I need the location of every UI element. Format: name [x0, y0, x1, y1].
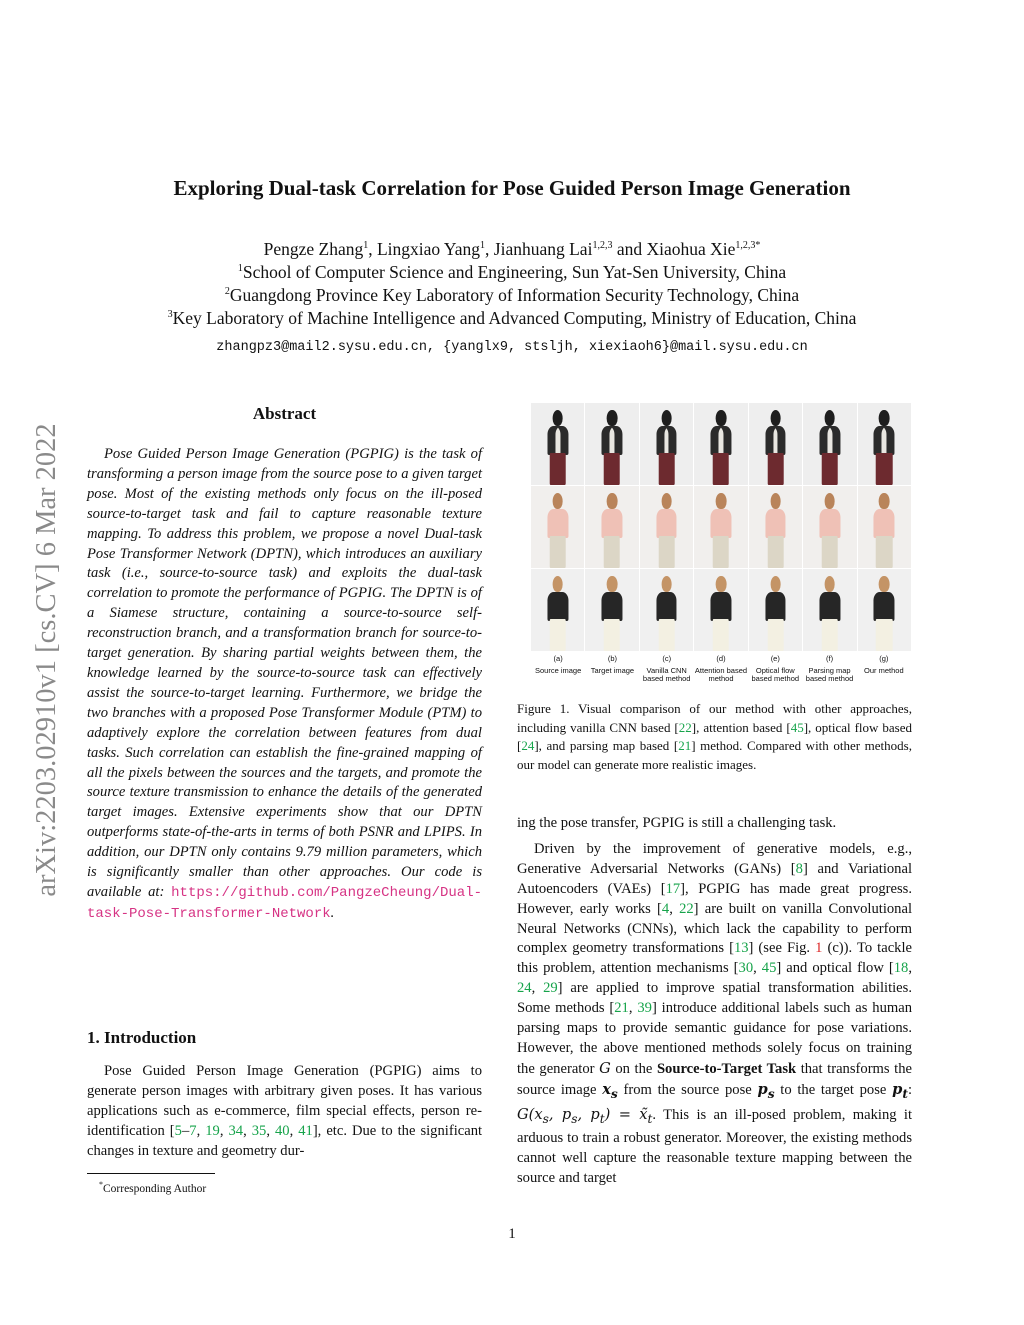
- person-legs: [876, 619, 892, 651]
- math-symbol: G(x: [517, 1105, 543, 1123]
- affiliation-2: [0, 284, 1024, 307]
- math-subscript: t: [599, 1111, 605, 1126]
- caption-text: ], and parsing map based [: [534, 738, 679, 753]
- figure-column-label: [802, 655, 856, 684]
- figure-label-letter: (d): [716, 654, 726, 663]
- footnote-divider: [87, 1173, 215, 1174]
- figure-thumbnail: [694, 486, 747, 568]
- person-torso: [656, 426, 677, 455]
- caption-text: ], attention based [: [691, 719, 791, 735]
- intro-text: ,: [289, 1122, 299, 1139]
- intro-text: ], etc. Due to the significant changes in texture and geometry dur-: [87, 1122, 483, 1159]
- person-silhouette: [819, 410, 841, 485]
- affiliation-text: School of Computer Science and Engineering, Sun Yat-Sen University, China: [242, 262, 787, 282]
- figure-thumbnail: [803, 486, 856, 568]
- person-legs: [604, 536, 620, 568]
- citation-link[interactable]: 39: [637, 1000, 652, 1017]
- person-head: [607, 410, 617, 427]
- citation-link[interactable]: 34: [228, 1122, 244, 1139]
- citation-link[interactable]: 8: [795, 860, 803, 877]
- person-legs: [713, 453, 729, 485]
- figure-column-label: [748, 655, 802, 684]
- figure-thumbnail: [694, 403, 747, 485]
- body-text: ] are applied to improve spatial transformation abilities. Some methods [: [517, 980, 912, 1017]
- author-name: , Jianhuang Lai: [485, 239, 593, 259]
- body-text: ] introduce additional labels such as human parsing maps to provide semantic guidance for pose variations. However, the above mentioned methods solely focus on training the generator: [517, 1000, 913, 1077]
- person-legs: [822, 453, 838, 485]
- intro-text: –: [181, 1122, 190, 1139]
- citation-link[interactable]: 35: [251, 1122, 267, 1139]
- body-text: ,: [753, 960, 762, 977]
- affiliation-text: Guangdong Province Key Laboratory of Information Security Technology, China: [229, 285, 800, 305]
- person-torso: [547, 509, 568, 538]
- figure-label-letter: (e): [770, 654, 780, 663]
- author-affiliation-mark: 1: [480, 240, 486, 252]
- person-silhouette: [873, 493, 895, 568]
- body-text: that transforms the source image: [517, 1060, 912, 1098]
- body-text: ] are built on vanilla Convolutional Neural Networks (CNNs), which lack the capability to perform complex geometry transformations [: [517, 900, 912, 957]
- person-torso: [711, 592, 732, 621]
- abstract-text: Pose Guided Person Image Generation (PGPIG) is the task of transforming a person image from the source pose to a given target pose. Most of the existing methods only focus on the ill-posed source-to-target task and fail to capture reasonable texture mapping. To address this problem, we propose a novel Dual-task Pose Transformer Network (DPTN), which introduces an auxiliary task (i.e., source-to-source task) and exploits the dual-task correlation to promote the performance of PGPIG. The DPTN is of a Siamese structure, containing a source-to-source self-reconstruction branch, and a transformation branch for source-to-target generation. By sharing partial weights between them, the knowledge learned by the source-to-source task can effectively assist the source-to-target learning. Furthermore, we bridge the two branches with a proposed Pose Transformer Module (PTM) to adaptively explore the correlation between features from dual tasks. Such correlation can establish the fine-grained mapping of all the pixels between the sources and the targets, and promote the source texture transmission to enhance the details of the generated target images. Extensive experiments show that our DPTN outperforms state-of-the-arts in terms of both PSNR and LPIPS. In addition, our DPTN only contains 9.79 million parameters, which is significantly smaller than other approaches. Our code is available at:: [87, 446, 482, 900]
- person-legs: [658, 453, 674, 485]
- person-head: [879, 410, 889, 427]
- citation-link[interactable]: 45: [790, 719, 804, 735]
- body-text: . This is an ill-posed problem, making it arduous to train a robust generator. Moreover, the existing methods cannot well capture the reasonable texture mapping between the source and target: [517, 1106, 913, 1187]
- arxiv-identifier-stamp: arXiv:2203.02910v1 [cs.CV] 6 Mar 2022: [31, 423, 62, 897]
- citation-link[interactable]: 7: [189, 1122, 197, 1139]
- math-generator: G: [599, 1059, 611, 1077]
- math-symbol: , p: [548, 1105, 572, 1123]
- person-legs: [822, 536, 838, 568]
- figure-column-label: [585, 655, 639, 684]
- person-torso: [874, 592, 895, 621]
- person-legs: [767, 536, 783, 568]
- person-head: [770, 493, 780, 510]
- math-subscript: t: [647, 1111, 653, 1126]
- person-head: [607, 576, 617, 593]
- person-silhouette: [764, 576, 786, 651]
- citation-link[interactable]: 45: [761, 960, 777, 977]
- person-torso: [820, 426, 841, 455]
- person-legs: [550, 536, 566, 568]
- citation-link[interactable]: 24: [517, 980, 532, 997]
- body-text: Driven by the improvement of generative models, e.g., Generative Adversarial Networks (GANs) [: [517, 840, 912, 877]
- caption-text: ] method. Compared with other methods, our model can generate more realistic images.: [517, 738, 912, 772]
- figure-label-text: Optical flow based method: [751, 665, 800, 683]
- section-heading-introduction: 1. Introduction: [87, 1028, 197, 1047]
- affiliation-mark: 1: [237, 263, 243, 275]
- math-subscript: s: [571, 1111, 578, 1126]
- person-legs: [822, 619, 838, 651]
- paragraph-generative-models: [517, 840, 912, 1189]
- person-torso: [656, 592, 677, 621]
- figure-label-letter: (b): [607, 654, 617, 663]
- footnote-text: Corresponding Author: [103, 1182, 207, 1195]
- intro-text: ,: [196, 1122, 206, 1139]
- citation-link[interactable]: 13: [733, 940, 749, 957]
- person-head: [825, 576, 835, 593]
- person-silhouette: [764, 410, 786, 485]
- person-legs: [876, 453, 892, 485]
- person-silhouette: [819, 493, 841, 568]
- person-silhouette: [710, 410, 732, 485]
- person-legs: [658, 536, 674, 568]
- person-silhouette: [710, 493, 732, 568]
- figure-thumbnail: [694, 569, 747, 651]
- person-silhouette: [601, 576, 623, 651]
- figure-thumbnail: [531, 486, 584, 568]
- person-torso: [602, 509, 623, 538]
- figure-reference-link[interactable]: 1: [815, 940, 823, 957]
- figure-label-letter: (c): [662, 654, 672, 663]
- figure-label-text: Our method: [864, 665, 904, 675]
- person-silhouette: [655, 576, 677, 651]
- math-subscript: t: [902, 1086, 908, 1101]
- body-text: ,: [531, 980, 544, 997]
- person-torso: [820, 509, 841, 538]
- person-torso: [602, 426, 623, 455]
- figure-label-letter: (g): [879, 654, 889, 663]
- person-torso: [874, 509, 895, 538]
- author-name: and Xiaohua Xie: [612, 239, 736, 259]
- person-silhouette: [764, 493, 786, 568]
- figure-1-column-labels: [531, 655, 911, 684]
- affiliation-mark: 3: [167, 309, 173, 321]
- person-silhouette: [873, 576, 895, 651]
- person-head: [553, 576, 563, 593]
- author-emails: zhangpz3@mail2.sysu.edu.cn, {yanglx9, stsljh, xiexiaoh6}@mail.sysu.edu.cn: [216, 340, 808, 355]
- person-head: [716, 493, 726, 510]
- figure-thumbnail: [858, 403, 911, 485]
- body-text: ] and Variational Autoencoders (VAEs) [: [517, 860, 912, 897]
- body-text: :: [907, 1081, 912, 1098]
- person-torso: [765, 426, 786, 455]
- body-text: ] (see Fig.: [748, 940, 816, 957]
- math-symbol: p: [892, 1080, 903, 1098]
- math-generator-equation: [517, 1105, 653, 1126]
- person-silhouette: [546, 410, 568, 485]
- person-legs: [767, 619, 783, 651]
- person-silhouette: [546, 493, 568, 568]
- person-legs: [550, 453, 566, 485]
- person-torso: [602, 592, 623, 621]
- person-legs: [658, 619, 674, 651]
- figure-thumbnail: [749, 403, 802, 485]
- math-subscript: s: [610, 1086, 618, 1101]
- citation-link[interactable]: 22: [678, 719, 692, 735]
- citation-link[interactable]: 21: [678, 738, 692, 753]
- figure-thumbnail: [585, 403, 638, 485]
- person-silhouette: [655, 410, 677, 485]
- math-source-pose: [757, 1080, 775, 1101]
- math-source-image: [602, 1080, 618, 1101]
- math-symbol: ) = x̃: [604, 1105, 648, 1123]
- figure-thumbnail: [858, 569, 911, 651]
- author-name: Pengze Zhang: [263, 239, 364, 259]
- figure-1-image-grid: [531, 403, 911, 651]
- figure-thumbnail: [749, 486, 802, 568]
- affiliation-text: Key Laboratory of Machine Intelligence and Advanced Computing, Ministry of Education, China: [172, 308, 857, 328]
- person-legs: [604, 453, 620, 485]
- person-torso: [820, 592, 841, 621]
- person-torso: [765, 509, 786, 538]
- author-affiliation-mark: 1,2,3: [592, 240, 613, 252]
- body-text: ,: [908, 960, 912, 977]
- right-column-body: [517, 814, 912, 1189]
- citation-link[interactable]: 41: [298, 1122, 313, 1139]
- citation-link[interactable]: 21: [614, 1000, 629, 1017]
- figure-thumbnail: [531, 569, 584, 651]
- citation-link[interactable]: 18: [893, 960, 909, 977]
- figure-thumbnail: [585, 569, 638, 651]
- math-symbol: x: [602, 1080, 611, 1098]
- person-torso: [547, 592, 568, 621]
- figure-thumbnail: [803, 403, 856, 485]
- person-head: [553, 493, 563, 510]
- affiliation-3: [0, 307, 1024, 330]
- person-silhouette: [873, 410, 895, 485]
- person-torso: [656, 509, 677, 538]
- abstract-heading: Abstract: [252, 404, 317, 423]
- figure-thumbnail: [585, 486, 638, 568]
- figure-thumbnail: [803, 569, 856, 651]
- person-silhouette: [655, 493, 677, 568]
- intro-text: Pose Guided Person Image Generation (PGPIG) aims to generate person images with arbitrary given poses. It has various applications such as e-commerce, film special effects, person re-identification [: [87, 1063, 482, 1139]
- person-torso: [874, 426, 895, 455]
- body-text: ,: [669, 900, 680, 917]
- person-head: [607, 493, 617, 510]
- figure-label-text: Target image: [590, 665, 635, 675]
- person-torso: [765, 592, 786, 621]
- person-head: [716, 410, 726, 427]
- author-block: [0, 238, 1024, 330]
- person-silhouette: [601, 493, 623, 568]
- figure-column-label: [857, 655, 911, 684]
- person-head: [716, 576, 726, 593]
- citation-link[interactable]: 24: [521, 738, 535, 753]
- person-head: [879, 576, 889, 593]
- figure-label-text: Source image: [535, 665, 582, 675]
- figure-label-letter: (f): [826, 654, 834, 663]
- math-target-pose: [892, 1080, 908, 1101]
- caption-text: Figure 1. Visual comparison of our method with other approaches, including vanilla CNN based [: [517, 701, 912, 735]
- person-head: [879, 493, 889, 510]
- author-name: , Lingxiao Yang: [368, 239, 481, 259]
- body-text: on the: [610, 1060, 657, 1077]
- figure-label-letter: (a): [553, 654, 563, 663]
- person-head: [770, 576, 780, 593]
- intro-text: ,: [266, 1122, 275, 1139]
- person-legs: [550, 619, 566, 651]
- citation-link[interactable]: 22: [679, 900, 694, 917]
- author-affiliation-mark: 1,2,3*: [735, 240, 761, 252]
- citation-link[interactable]: 4: [661, 900, 670, 917]
- person-head: [661, 576, 671, 593]
- person-head: [770, 410, 780, 427]
- person-silhouette: [710, 576, 732, 651]
- paragraph-continuation: ing the pose transfer, PGPIG is still a challenging task.: [517, 815, 837, 831]
- intro-text: ,: [219, 1122, 229, 1139]
- body-text: ,: [628, 1000, 638, 1017]
- person-head: [825, 493, 835, 510]
- intro-text: ,: [243, 1122, 252, 1139]
- person-torso: [547, 426, 568, 455]
- figure-column-label: [531, 655, 585, 684]
- figure-thumbnail: [858, 486, 911, 568]
- person-head: [661, 493, 671, 510]
- figure-label-text: Attention based method: [694, 665, 748, 683]
- body-text: from the source pose: [617, 1081, 758, 1098]
- figure-thumbnail: [531, 403, 584, 485]
- caption-text: ], optical flow based [: [517, 719, 912, 753]
- person-head: [553, 410, 563, 427]
- figure-thumbnail: [640, 486, 693, 568]
- abstract-body: [87, 445, 482, 925]
- citation-link[interactable]: 5: [174, 1122, 182, 1139]
- person-silhouette: [546, 576, 568, 651]
- body-text: ] and optical flow [: [776, 960, 894, 977]
- paper-title: Exploring Dual-task Correlation for Pose Guided Person Image Generation: [173, 176, 851, 200]
- citation-link[interactable]: 30: [738, 960, 754, 977]
- person-silhouette: [601, 410, 623, 485]
- person-head: [825, 410, 835, 427]
- citation-link[interactable]: 29: [543, 980, 558, 997]
- author-list: [0, 238, 1024, 261]
- footnote: [99, 1180, 206, 1195]
- code-repository-link[interactable]: https://github.com/PangzeCheung/Dual-task-Pose-Transformer-Network: [87, 884, 482, 922]
- person-torso: [711, 509, 732, 538]
- page-number: 1: [508, 1226, 516, 1242]
- figure-label-text: Parsing map based method: [805, 665, 854, 683]
- person-legs: [713, 536, 729, 568]
- footnote-mark: *: [99, 1180, 103, 1189]
- bold-term-source-to-target: Source-to-Target Task: [656, 1060, 797, 1077]
- citation-link[interactable]: 17: [665, 880, 681, 897]
- person-legs: [604, 619, 620, 651]
- person-torso: [711, 426, 732, 455]
- figure-column-label: [694, 655, 748, 684]
- affiliation-mark: 2: [224, 286, 230, 298]
- figure-1-caption: [517, 700, 912, 774]
- affiliation-1: [0, 261, 1024, 284]
- introduction-paragraph: [87, 1062, 482, 1162]
- person-legs: [713, 619, 729, 651]
- author-affiliation-mark: 1: [363, 240, 369, 252]
- body-text: to the target pose: [774, 1081, 893, 1098]
- person-silhouette: [819, 576, 841, 651]
- math-subscript: s: [767, 1086, 775, 1101]
- person-legs: [767, 453, 783, 485]
- math-symbol: , p: [577, 1105, 600, 1123]
- figure-thumbnail: [640, 569, 693, 651]
- citation-link[interactable]: 19: [205, 1122, 220, 1139]
- figure-thumbnail: [640, 403, 693, 485]
- person-head: [661, 410, 671, 427]
- person-legs: [876, 536, 892, 568]
- math-symbol: p: [757, 1080, 768, 1098]
- math-subscript: s: [542, 1111, 549, 1126]
- figure-column-label: [640, 655, 694, 684]
- abstract-end: .: [330, 904, 335, 921]
- figure-label-text: Vanilla CNN based method: [642, 665, 691, 683]
- body-text: (c)). To tackle this problem, attention mechanisms [: [517, 940, 913, 977]
- body-text: ], PGPIG has made great progress. However, early works [: [517, 880, 912, 917]
- citation-link[interactable]: 40: [274, 1122, 290, 1139]
- figure-thumbnail: [749, 569, 802, 651]
